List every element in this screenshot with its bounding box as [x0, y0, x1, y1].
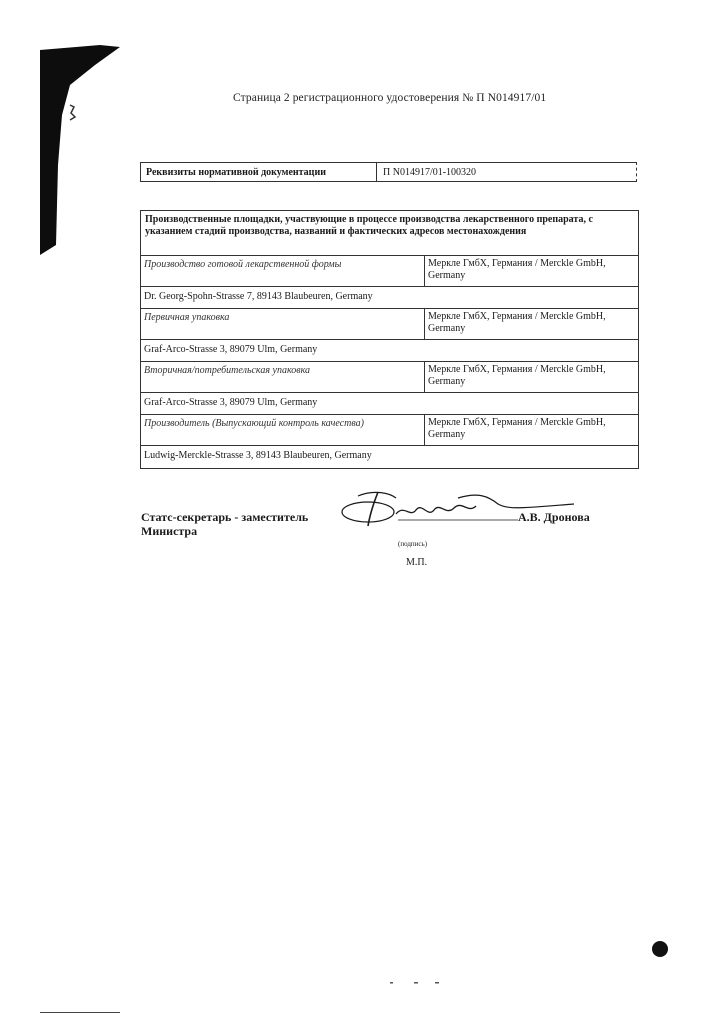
scan-specks — [380, 980, 460, 986]
handwritten-signature — [338, 484, 578, 534]
stage-name: Производство готовой лекарственной формы — [141, 256, 425, 286]
stage-row — [141, 362, 638, 393]
stage-manufacturer: Меркле ГмбХ, Германия / Merckle GmbH, Germany — [428, 417, 606, 440]
signature-caption: (подпись) — [398, 540, 428, 548]
stage-manufacturer: Меркле ГмбХ, Германия / Merckle GmbH, Germany — [428, 364, 606, 387]
scan-bottom-line — [40, 1012, 120, 1013]
signatory-position: Статс-секретарь - заместитель Министра — [141, 510, 309, 538]
production-sites-table — [140, 210, 639, 469]
requisites-label: Реквизиты нормативной документации — [141, 163, 377, 181]
stage-row — [141, 256, 638, 287]
stage-row — [141, 415, 638, 446]
hole-punch-mark — [652, 941, 668, 957]
requisites-value: П N014917/01-100320 — [383, 167, 477, 178]
stage-row — [141, 309, 638, 340]
stage-address: Dr. Georg-Spohn-Strasse 7, 89143 Blaubeuren, Germany — [141, 287, 638, 309]
page-header: Страница 2 регистрационного удостоверения № П N014917/01 — [233, 92, 547, 104]
stage-name: Производитель (Выпускающий контроль качества) — [141, 415, 425, 445]
stage-name: Первичная упаковка — [141, 309, 425, 339]
requisites-table — [140, 162, 637, 182]
stage-address: Graf-Arco-Strasse 3, 89079 Ulm, Germany — [141, 340, 638, 362]
stage-address: Ludwig-Merckle-Strasse 3, 89143 Blaubeuren, Germany — [144, 450, 372, 461]
stage-address: Graf-Arco-Strasse 3, 89079 Ulm, Germany — [141, 393, 638, 415]
stamp-place: М.П. — [406, 557, 428, 568]
signatory-name: А.В. Дронова — [518, 510, 590, 524]
scan-edge-shadow — [40, 45, 120, 255]
stage-manufacturer: Меркле ГмбХ, Германия / Merckle GmbH, Germany — [428, 311, 606, 334]
stage-manufacturer: Меркле ГмбХ, Германия / Merckle GmbH, Germany — [428, 258, 606, 281]
production-sites-title: Производственные площадки, участвующие в процессе производства лекарственного препарата, с указанием стадий производства, названий и фактических адресов местонахождения — [141, 211, 638, 256]
stage-name: Вторичная/потребительская упаковка — [141, 362, 425, 392]
